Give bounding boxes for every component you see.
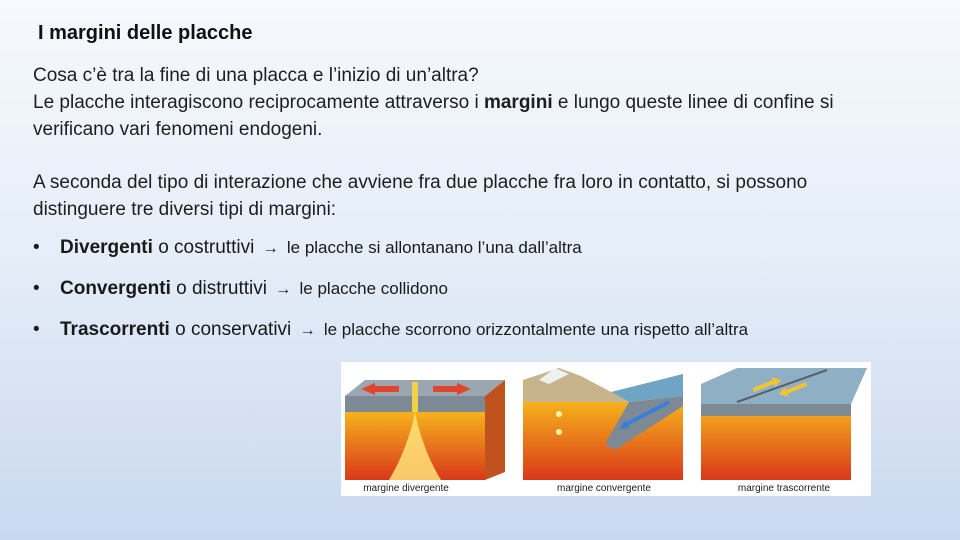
- bullet-icon: •: [33, 319, 40, 340]
- bullet-icon: •: [33, 278, 40, 299]
- convergent-diagram: [519, 362, 695, 496]
- arrow-right-icon: →: [275, 281, 292, 298]
- caption-convergente: margine convergente: [557, 483, 651, 494]
- caption-trascorrente: margine trascorrente: [737, 483, 831, 494]
- classification-paragraph: A seconda del tipo di interazione che avviene fra due placche fra loro in contatto, si possono distinguere tre diversi tipi di margini:: [33, 172, 808, 220]
- arrow-right-icon: →: [299, 322, 316, 339]
- list-item-convergenti: • Convergenti o distruttivi → le placche collidono: [33, 277, 833, 302]
- intro-sentence: Le placche interagiscono reciprocamente attraverso i margini e lungo queste linee di confine si verificano vari fenomeni endogeni.: [33, 92, 834, 140]
- intro-paragraph: [33, 62, 863, 143]
- list-item-divergenti: • Divergenti o costruttivi → le placche si allontanano l’una dall’altra: [33, 236, 833, 261]
- intro-question: Cosa c’è tra la fine di una placca e l’inizio di un’altra?: [33, 65, 479, 86]
- list-item-trascorrenti: • Trascorrenti o conservativi → le placche scorrono orizzontalmente una rispetto all’altra: [33, 318, 833, 343]
- margin-types-list: [33, 236, 833, 359]
- margini-keyword: margini: [483, 92, 553, 113]
- plate-margins-figure: [341, 362, 871, 496]
- caption-divergente: margine divergente: [363, 483, 449, 494]
- divergent-diagram: [341, 362, 511, 496]
- arrow-right-icon: →: [262, 240, 279, 257]
- slide-title: I margini delle placche: [38, 22, 253, 44]
- transform-diagram: [697, 362, 871, 496]
- bullet-icon: •: [33, 237, 40, 258]
